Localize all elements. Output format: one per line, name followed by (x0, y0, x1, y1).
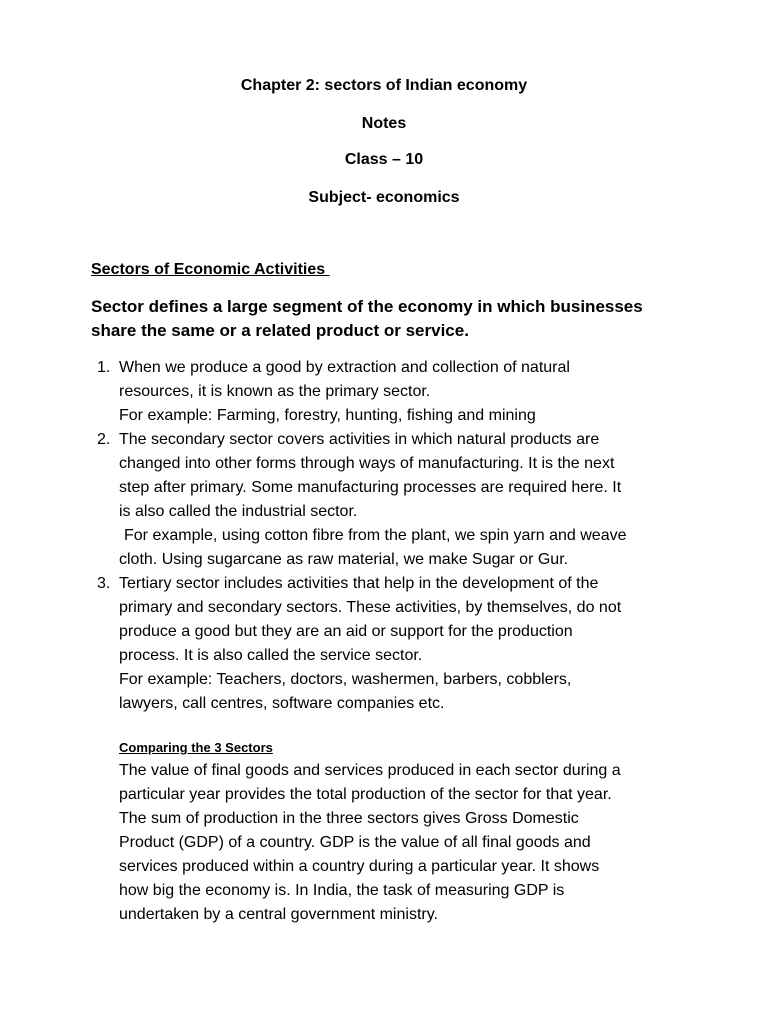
definition-line: Sector defines a large segment of the economy in which businesses (91, 297, 643, 316)
list-number: 3. (97, 575, 111, 592)
sector-definition (91, 295, 691, 343)
list-number: 1. (97, 359, 111, 376)
section-heading: Sectors of Economic Activities (91, 261, 330, 278)
paragraph-line: The sum of production in the three sectors gives Gross Domestic (119, 810, 579, 827)
subject-title: Subject- economics (308, 189, 460, 206)
comparing-heading: Comparing the 3 Sectors (119, 740, 273, 755)
list-line: produce a good but they are an aid or support for the production (119, 623, 573, 640)
list-line: For example, using cotton fibre from the plant, we spin yarn and weave (124, 527, 627, 544)
paragraph-line: undertaken by a central government ministry. (119, 906, 438, 923)
class-title: Class – 10 (344, 151, 424, 168)
list-item-primary (91, 356, 671, 428)
list-line: process. It is also called the service sector. (119, 647, 423, 664)
chapter-title: Chapter 2: sectors of Indian economy (240, 77, 528, 94)
list-line: primary and secondary sectors. These activities, by themselves, do not (119, 599, 622, 616)
notes-title: Notes (361, 115, 407, 132)
paragraph-line: how big the economy is. In India, the task of measuring GDP is (119, 882, 565, 899)
list-line: Tertiary sector includes activities that help in the development of the (119, 575, 599, 592)
paragraph-line: services produced within a country during a particular year. It shows (119, 858, 600, 875)
paragraph-line: particular year provides the total production of the sector for that year. (119, 786, 612, 803)
list-number: 2. (97, 431, 111, 448)
list-item-secondary (91, 428, 671, 572)
list-line: resources, it is known as the primary sector. (119, 383, 431, 400)
list-line: When we produce a good by extraction and collection of natural (119, 359, 570, 376)
list-line: lawyers, call centres, software companies etc. (119, 695, 445, 712)
comparing-paragraph (119, 759, 679, 927)
list-line: The secondary sector covers activities in which natural products are (119, 431, 600, 448)
list-line: changed into other forms through ways of manufacturing. It is the next (119, 455, 615, 472)
list-line: cloth. Using sugarcane as raw material, we make Sugar or Gur. (119, 551, 569, 568)
paragraph-line: Product (GDP) of a country. GDP is the value of all final goods and (119, 834, 591, 851)
list-item-tertiary (91, 572, 671, 716)
list-line: For example: Farming, forestry, hunting, fishing and mining (119, 407, 536, 424)
sector-list (91, 356, 671, 716)
definition-line: share the same or a related product or service. (91, 321, 469, 340)
list-line: is also called the industrial sector. (119, 503, 358, 520)
list-line: step after primary. Some manufacturing processes are required here. It (119, 479, 622, 496)
list-line: For example: Teachers, doctors, washermen, barbers, cobblers, (119, 671, 572, 688)
paragraph-line: The value of final goods and services produced in each sector during a (119, 762, 621, 779)
